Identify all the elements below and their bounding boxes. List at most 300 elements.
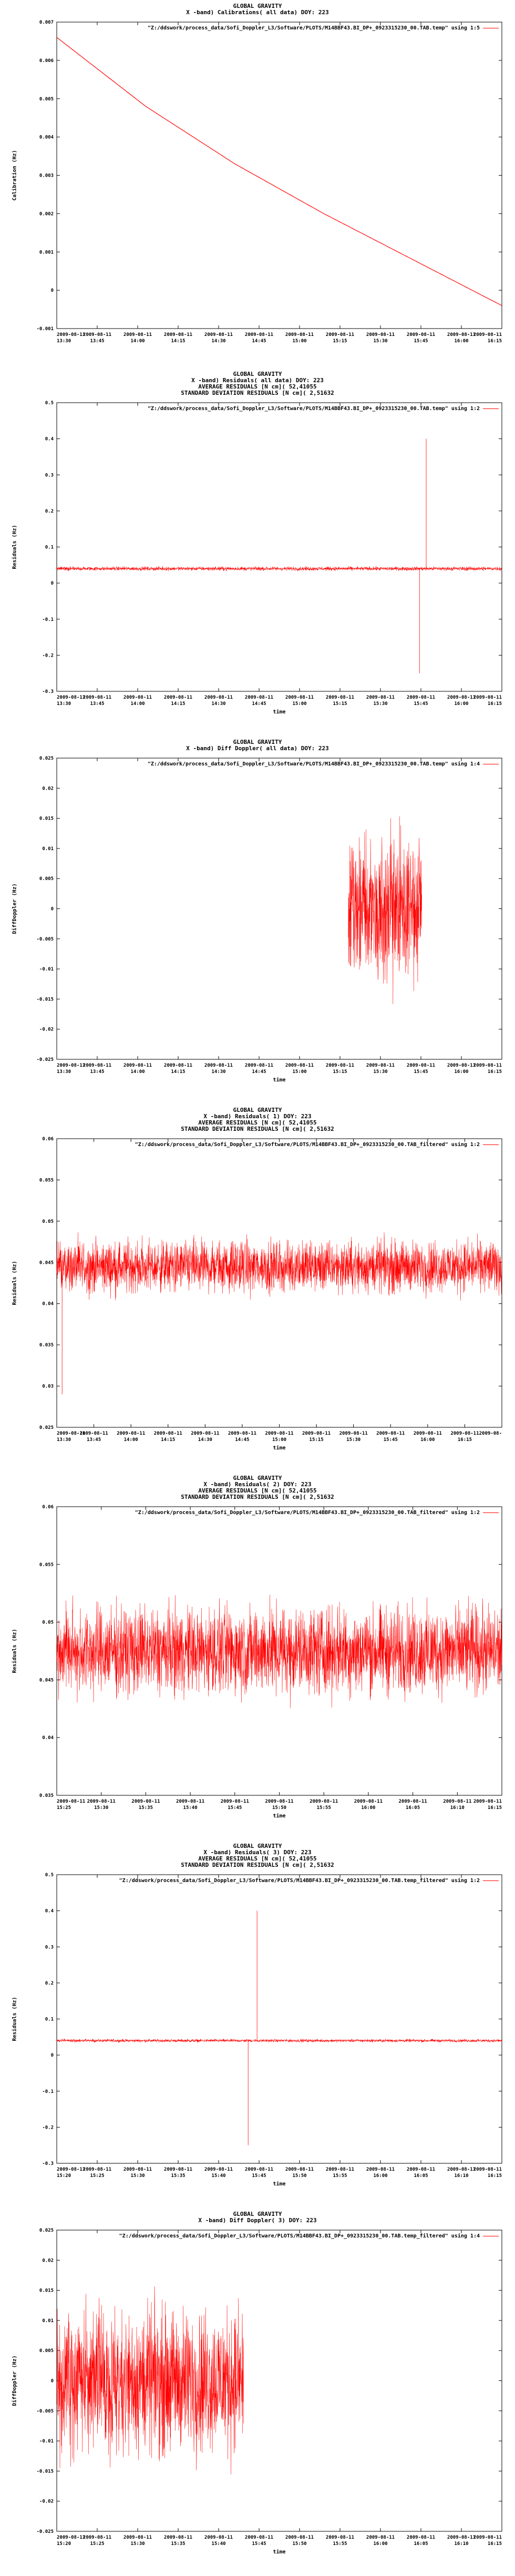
x-tick-label-time: 16:15 [487,701,502,707]
x-tick-label-time: 14:15 [161,1437,176,1443]
y-tick-label: -0.3 [42,689,54,694]
x-tick-label-time: 16:00 [373,2541,388,2547]
y-tick-label: 0.015 [39,2288,54,2294]
legend-label: "Z:/ddswork/process_data/Sofi_Doppler_L3/Software/PLOTS/M14BBF43.BI_DP+_0923315230_00.TAB.temp_filtered" using 1:4 [119,2233,480,2239]
x-tick-label-date: 2009-08-11 [285,1063,314,1068]
x-tick-label-time: 13:45 [90,1069,105,1075]
plot-frame [57,758,502,1059]
series-group [57,1595,502,1709]
y-tick-label: 0.04 [42,1301,54,1307]
x-tick-label-date: 2009-08-11 [376,1431,405,1436]
x-tick-label-time: 15:25 [90,2173,105,2179]
x-tick-label-time: 15:30 [130,2173,145,2179]
x-tick-label-date: 2009-08-11 [153,1431,182,1436]
x-tick-label-date: 2009-08-11 [285,2167,314,2172]
x-tick-label-date: 2009-08-11 [325,1063,355,1068]
y-tick-label: 0.4 [45,1908,54,1914]
x-tick-label-time: 15:55 [333,2173,347,2179]
legend-swatch [483,1880,499,1881]
y-tick-label: 0.02 [42,786,54,792]
x-tick-label-time: 15:45 [228,1805,242,1811]
y-tick-label: -0.3 [42,2161,54,2166]
x-tick-label-date: 2009-08-11 [176,1799,205,1804]
y-axis-label: Residuals (Hz) [12,1260,18,1305]
x-tick-label-date: 2009-08-11 [473,1063,502,1068]
legend-swatch [483,408,499,409]
x-tick-label-time: 15:45 [383,1437,398,1443]
x-axis-label: time [273,1077,286,1083]
y-tick-label: -0.01 [39,967,54,973]
x-tick-label-date: 2009-08-11 [83,2167,112,2172]
x-tick-label-time: 15:55 [316,1805,331,1811]
y-tick-label: 0.01 [42,2318,54,2324]
series-group [57,37,502,305]
x-tick-label-date: 2009-08-11 [406,332,436,338]
x-tick-label-time: 15:45 [414,701,428,707]
x-tick-label-date: 2009-08-11 [406,2535,436,2540]
x-tick-label-time: 15:15 [333,339,347,344]
x-tick-label-date: 2009-08-11 [473,2167,502,2172]
x-tick-label-date: 2009-08-11 [473,1799,502,1804]
x-tick-label-time: 14:00 [130,1069,145,1075]
legend-swatch [483,1512,499,1513]
chart-title: GLOBAL GRAVITY X -band) Diff Doppler( all data) DOY: 223 [186,739,329,752]
x-tick-label-date: 2009-08-11 [117,1431,146,1436]
x-tick-label-time: 16:00 [420,1437,435,1443]
x-tick-label-time: 13:45 [90,339,105,344]
chart-svg [0,2208,515,2576]
x-tick-label-time: 13:45 [87,1437,101,1443]
x-tick-label-time: 15:20 [57,2173,71,2179]
x-axis-label: time [273,2549,286,2555]
x-tick-label-date: 2009-08-11 [123,332,152,338]
series-group [57,2286,244,2475]
y-tick-label: 0.4 [45,436,54,442]
chart-panel-5 [0,1472,515,1840]
y-tick-label: 0.025 [39,2228,54,2233]
x-tick-label-time: 15:30 [373,701,388,707]
x-tick-label-time: 15:55 [333,2541,347,2547]
x-tick-label-time: 15:50 [292,2541,307,2547]
x-tick-label-time: 15:45 [414,1069,428,1075]
y-tick-label: 0.1 [45,545,54,550]
x-tick-label-date: 2009-08-11 [285,695,314,700]
x-tick-label-date: 2009-08-11 [473,2535,502,2540]
y-tick-label: -0.01 [39,2439,54,2445]
chart-svg [0,736,515,1104]
series-group [57,1911,502,2145]
legend [148,761,499,767]
y-tick-label: 0.04 [42,1735,54,1741]
x-tick-label-date: 2009-08-11 [57,2167,86,2172]
x-tick-label-date: 2009-08-11 [443,1799,472,1804]
x-tick-label-time: 14:30 [211,701,226,707]
x-axis-label: time [273,2181,286,2187]
y-tick-label: 0.3 [45,473,54,478]
x-tick-label-date: 2009-08-11 [325,332,355,338]
plot-frame [57,403,502,691]
y-tick-label: 0.5 [45,1873,54,1878]
y-tick-label: 0.025 [39,756,54,761]
x-tick-label-time: 15:25 [57,1805,71,1811]
series-line [57,2286,244,2475]
x-tick-label-date: 2009-08-11 [366,2167,395,2172]
x-tick-label-time: 13:30 [57,1437,71,1443]
x-tick-label-time: 15:30 [94,1805,109,1811]
x-tick-label-time: 16:00 [361,1805,376,1811]
x-tick-label-date: 2009-08-11 [473,695,502,700]
y-tick-label: 0 [50,581,54,587]
x-tick-label-time: 16:05 [414,2173,428,2179]
x-tick-label-time: 14:00 [123,1437,138,1443]
chart-panel-3 [0,736,515,1104]
y-tick-label: 0.035 [39,1793,54,1798]
x-tick-label-date: 2009-08-11 [204,2535,233,2540]
x-tick-label-time: 15:35 [171,2173,186,2179]
x-tick-label-time: 15:50 [272,1805,287,1811]
x-tick-label-time: 15:30 [373,1069,388,1075]
legend [135,1510,499,1516]
x-tick-label-date: 2009-08-11 [450,1431,479,1436]
x-tick-label-date: 2009-08-11 [447,695,476,700]
legend-swatch [483,1144,499,1145]
series-line [57,1595,502,1709]
x-tick-label-time: 15:15 [333,1069,347,1075]
x-tick-label-time: 15:00 [272,1437,287,1443]
y-tick-label: 0.05 [42,1620,54,1626]
x-tick-label-time: 15:45 [414,339,428,344]
series-line [57,1232,502,1301]
y-tick-label: -0.005 [36,936,54,942]
x-tick-label-date: 2009-08-11 [83,332,112,338]
series-group [348,816,422,1004]
x-tick-label-time: 15:50 [292,2173,307,2179]
x-tick-label-time: 14:30 [211,1069,226,1075]
x-tick-label-date: 2009-08-11 [325,695,355,700]
legend-label: "Z:/ddswork/process_data/Sofi_Doppler_L3/Software/PLOTS/M14BBF43.BI_DP+_0923315230_00.TAB_filtered" using 1:2 [135,1510,480,1516]
x-axis-label: time [273,709,286,715]
x-tick-label-date: 2009-08-11 [204,695,233,700]
y-tick-label: -0.025 [36,1057,54,1062]
series-line [57,37,502,305]
x-tick-label-date: 2009-08-11 [163,695,193,700]
x-tick-label-date: 2009-08-11 [354,1799,383,1804]
x-tick-label-time: 16:05 [414,2541,428,2547]
x-tick-label-time: 16:00 [454,1069,469,1075]
y-tick-label: 0 [50,2053,54,2059]
x-tick-label-date: 2009-08-11 [325,2535,355,2540]
legend [148,25,499,31]
x-tick-label-time: 16:00 [454,339,469,344]
x-tick-label-date: 2009-08-11 [398,1799,427,1804]
x-tick-label-time: 13:30 [57,1069,71,1075]
x-tick-label-date: 2009-08-11 [79,1431,108,1436]
x-tick-label-date: 2009-08- [479,1431,502,1436]
x-tick-label-time: 16:10 [450,1805,465,1811]
series-line [57,566,502,571]
chart-title: GLOBAL GRAVITY X -band) Residuals( 1) DOY: 223 AVERAGE RESIDUALS [N cm]( 52,41055 STANDARD DEVIATION RESIDUALS [N cm]( 2,51632 [181,1107,334,1132]
x-tick-label-time: 14:30 [211,339,226,344]
y-axis-label: Residuals (Hz) [12,1628,18,1673]
y-tick-label: 0.03 [42,1384,54,1389]
chart-title: GLOBAL GRAVITY X -band) Calibrations( all data) DOY: 223 [186,3,329,16]
x-tick-label-date: 2009-08-11 [163,2167,193,2172]
x-tick-label-date: 2009-08-11 [265,1431,294,1436]
y-tick-label: 0.1 [45,2017,54,2022]
y-tick-label: 0.2 [45,1980,54,1986]
x-tick-label-date: 2009-08-11 [447,332,476,338]
x-tick-label-time: 16:15 [457,1437,472,1443]
y-tick-label: -0.005 [36,2408,54,2414]
x-tick-label-time: 13:30 [57,701,71,707]
x-tick-label-date: 2009-08-11 [447,1063,476,1068]
x-tick-label-time: 16:00 [373,2173,388,2179]
legend [135,1142,499,1148]
x-tick-label-time: 15:15 [309,1437,324,1443]
y-tick-label: 0.035 [39,1343,54,1348]
chart-panel-6 [0,1840,515,2208]
x-tick-label-time: 15:40 [211,2173,226,2179]
y-tick-label: 0.005 [39,876,54,882]
x-tick-label-time: 15:40 [211,2541,226,2547]
y-tick-label: -0.015 [36,2469,54,2475]
x-tick-label-time: 15:30 [130,2541,145,2547]
y-tick-label: 0.2 [45,508,54,514]
legend [119,1878,499,1884]
x-tick-label-time: 14:45 [252,701,266,707]
x-tick-label-time: 16:15 [487,2173,502,2179]
x-tick-label-time: 15:00 [292,701,307,707]
x-tick-label-date: 2009-08-11 [366,332,395,338]
x-tick-label-time: 15:30 [346,1437,361,1443]
x-tick-label-time: 16:10 [454,2173,469,2179]
x-tick-label-time: 16:15 [487,339,502,344]
y-tick-label: 0.01 [42,846,54,852]
y-tick-label: 0.006 [39,58,54,64]
chart-title: GLOBAL GRAVITY X -band) Diff Doppler( 3) DOY: 223 [198,2211,317,2224]
x-tick-label-date: 2009-08-11 [366,695,395,700]
x-tick-label-time: 15:40 [183,1805,198,1811]
y-axis-label: Residuals (Hz) [12,524,18,569]
x-tick-label-time: 15:15 [333,701,347,707]
y-tick-label: 0.004 [39,135,54,140]
x-tick-label-date: 2009-08-11 [87,1799,116,1804]
y-tick-label: 0.007 [39,20,54,25]
x-tick-label-time: 14:15 [171,701,186,707]
y-tick-label: 0 [50,906,54,912]
x-tick-label-time: 15:20 [57,2541,71,2547]
y-tick-label: 0.002 [39,211,54,217]
x-tick-label-date: 2009-08-11 [366,1063,395,1068]
y-tick-label: 0.02 [42,2258,54,2264]
x-tick-label-date: 2009-08-11 [123,695,152,700]
chart-title: GLOBAL GRAVITY X -band) Residuals( 3) DOY: 223 AVERAGE RESIDUALS [N cm]( 52,41055 STANDARD DEVIATION RESIDUALS [N cm]( 2,51632 [181,1843,334,1868]
chart-svg [0,0,515,368]
x-tick-label-date: 2009-08-11 [204,1063,233,1068]
y-tick-label: -0.1 [42,2089,54,2094]
y-tick-label: 0.05 [42,1219,54,1224]
y-tick-label: 0.001 [39,250,54,255]
x-tick-label-date: 2009-08-11 [123,2167,152,2172]
legend [148,406,499,412]
series-line [348,816,422,1004]
series-group [57,439,502,673]
x-tick-label-date: 2009-08-11 [163,332,193,338]
plot-frame [57,1139,502,1427]
x-tick-label-time: 14:45 [252,339,266,344]
x-tick-label-date: 2009-08-11 [123,2535,152,2540]
chart-panel-2 [0,368,515,736]
x-tick-label-time: 14:45 [235,1437,250,1443]
legend [119,2233,499,2239]
series-line [57,2039,502,2043]
x-tick-label-time: 14:45 [252,1069,266,1075]
x-tick-label-date: 2009-08-11 [325,2167,355,2172]
x-tick-label-date: 2009-08-11 [310,1799,338,1804]
y-tick-label: -0.02 [39,2499,54,2505]
x-tick-label-date: 2009-08-11 [447,2535,476,2540]
y-tick-label: 0.06 [42,1137,54,1142]
x-tick-label-date: 2009-08-11 [285,2535,314,2540]
x-tick-label-date: 2009-08-11 [285,332,314,338]
chart-svg [0,1472,515,1840]
x-tick-label-date: 2009-08-11 [244,1063,274,1068]
x-tick-label-date: 2009-08-11 [83,695,112,700]
y-axis-label: DiffDoppler (Hz) [12,883,18,934]
x-tick-label-time: 16:15 [487,2541,502,2547]
x-tick-label-date: 2009-08-11 [244,332,274,338]
y-tick-label: 0.3 [45,1945,54,1950]
y-tick-label: 0.5 [45,401,54,406]
y-tick-label: -0.2 [42,653,54,659]
x-tick-label-time: 15:25 [90,2541,105,2547]
x-tick-label-time: 15:00 [292,339,307,344]
x-tick-label-date: 2009-08-11 [406,695,436,700]
y-tick-label: 0.045 [39,1260,54,1266]
y-tick-label: -0.015 [36,997,54,1003]
x-tick-label-date: 2009-08-11 [265,1799,294,1804]
chart-panel-4 [0,1104,515,1472]
x-tick-label-time: 16:15 [487,1805,502,1811]
x-tick-label-time: 15:30 [373,339,388,344]
x-tick-label-date: 2009-08-11 [366,2535,395,2540]
x-tick-label-date: 2009-08-11 [302,1431,331,1436]
x-axis-label: time [273,1445,286,1451]
y-tick-label: 0.005 [39,96,54,102]
plot-frame [57,1875,502,2163]
x-tick-label-time: 15:45 [252,2173,266,2179]
x-tick-label-time: 15:00 [292,1069,307,1075]
x-tick-label-date: 2009-08-11 [83,1063,112,1068]
y-axis-label: DiffDoppler (Hz) [12,2355,18,2406]
x-tick-label-time: 15:45 [252,2541,266,2547]
x-tick-label-time: 16:10 [454,2541,469,2547]
y-tick-label: -0.2 [42,2125,54,2131]
chart-svg [0,1840,515,2208]
y-tick-label: 0.025 [39,1425,54,1430]
x-tick-label-date: 2009-08-11 [220,1799,249,1804]
x-tick-label-time: 15:35 [171,2541,186,2547]
x-tick-label-time: 16:00 [454,701,469,707]
x-tick-label-time: 16:15 [487,1069,502,1075]
x-tick-label-date: 2009-08-11 [406,1063,436,1068]
chart-panel-7 [0,2208,515,2576]
y-axis-label: Residuals (Hz) [12,1996,18,2041]
chart-svg [0,1104,515,1472]
plot-frame [57,22,502,329]
legend-label: "Z:/ddswork/process_data/Sofi_Doppler_L3/Software/PLOTS/M14BBF43.BI_DP+_0923315230_00.TAB_filtered" using 1:2 [135,1142,480,1148]
x-tick-label-time: 16:05 [406,1805,420,1811]
y-tick-label: 0.045 [39,1678,54,1683]
x-tick-label-date: 2009-08-11 [413,1431,442,1436]
chart-panel-1 [0,0,515,368]
x-tick-label-time: 13:45 [90,701,105,707]
x-tick-label-date: 2009-08-11 [57,2535,86,2540]
y-tick-label: -0.1 [42,617,54,622]
x-tick-label-date: 2009-08-11 [244,695,274,700]
x-tick-label-date: 2009-08-11 [204,332,233,338]
y-tick-label: -0.02 [39,1027,54,1033]
x-tick-label-date: 2009-08-11 [204,2167,233,2172]
legend-label: "Z:/ddswork/process_data/Sofi_Doppler_L3/Software/PLOTS/M14BBF43.BI_DP+_0923315230_00.TAB.temp" using 1:5 [147,25,480,31]
x-tick-label-date: 2009-08-11 [131,1799,160,1804]
y-tick-label: 0.06 [42,1505,54,1510]
x-tick-label-time: 14:00 [130,701,145,707]
y-axis-label: Calibration (Hz) [12,149,18,201]
x-tick-label-date: 2009-08-11 [57,1799,86,1804]
x-tick-label-time: 14:30 [198,1437,212,1443]
chart-title: GLOBAL GRAVITY X -band) Residuals( 2) DOY: 223 AVERAGE RESIDUALS [N cm]( 52,41055 STANDARD DEVIATION RESIDUALS [N cm]( 2,51632 [181,1475,334,1500]
y-tick-label: 0 [50,2378,54,2384]
series-group [57,1232,502,1394]
chart-title: GLOBAL GRAVITY X -band) Residuals( all data) DOY: 223 AVERAGE RESIDUALS [N cm]( 52,41055 STANDARD DEVIATION RESIDUALS [N cm]( 2,51632 [181,371,334,396]
x-tick-label-date: 2009-08-11 [191,1431,220,1436]
x-tick-label-time: 14:00 [130,339,145,344]
x-tick-label-date: 2009-08-11 [244,2535,274,2540]
x-tick-label-date: 2009-08-11 [57,1063,86,1068]
chart-svg [0,368,515,736]
x-tick-label-date: 2009-08-11 [163,2535,193,2540]
x-tick-label-date: 2009-08-11 [123,1063,152,1068]
x-tick-label-date: 2009-08-11 [406,2167,436,2172]
y-tick-label: 0.055 [39,1562,54,1568]
x-tick-label-date: 2009-08-11 [447,2167,476,2172]
x-tick-label-date: 2009-08-11 [163,1063,193,1068]
y-tick-label: 0.005 [39,2348,54,2354]
x-tick-label-date: 2009-08-11 [57,1431,86,1436]
x-tick-label-date: 2009-08-11 [57,332,86,338]
x-tick-label-date: 2009-08-11 [244,2167,274,2172]
y-tick-label: -0.025 [36,2529,54,2534]
legend-label: "Z:/ddswork/process_data/Sofi_Doppler_L3/Software/PLOTS/M14BBF43.BI_DP+_0923315230_00.TAB.temp_filtered" using 1:2 [119,1878,480,1884]
y-tick-label: 0.003 [39,173,54,179]
y-tick-label: -0.001 [36,326,54,332]
x-tick-label-time: 13:30 [57,339,71,344]
legend-label: "Z:/ddswork/process_data/Sofi_Doppler_L3/Software/PLOTS/M14BBF43.BI_DP+_0923315230_00.TAB.temp" using 1:2 [147,406,480,412]
x-tick-label-time: 14:15 [171,1069,186,1075]
y-tick-label: 0 [50,288,54,294]
x-tick-label-date: 2009-08-11 [57,695,86,700]
x-tick-label-date: 2009-08-11 [83,2535,112,2540]
x-tick-label-date: 2009-08-11 [473,332,502,338]
y-tick-label: 0.055 [39,1178,54,1183]
x-tick-label-time: 14:15 [171,339,186,344]
x-axis-label: time [273,1813,286,1819]
legend-label: "Z:/ddswork/process_data/Sofi_Doppler_L3/Software/PLOTS/M14BBF43.BI_DP+_0923315230_00.TAB.temp" using 1:4 [147,761,480,767]
x-tick-label-time: 15:35 [138,1805,153,1811]
y-tick-label: 0.015 [39,816,54,822]
x-tick-label-date: 2009-08-11 [228,1431,257,1436]
